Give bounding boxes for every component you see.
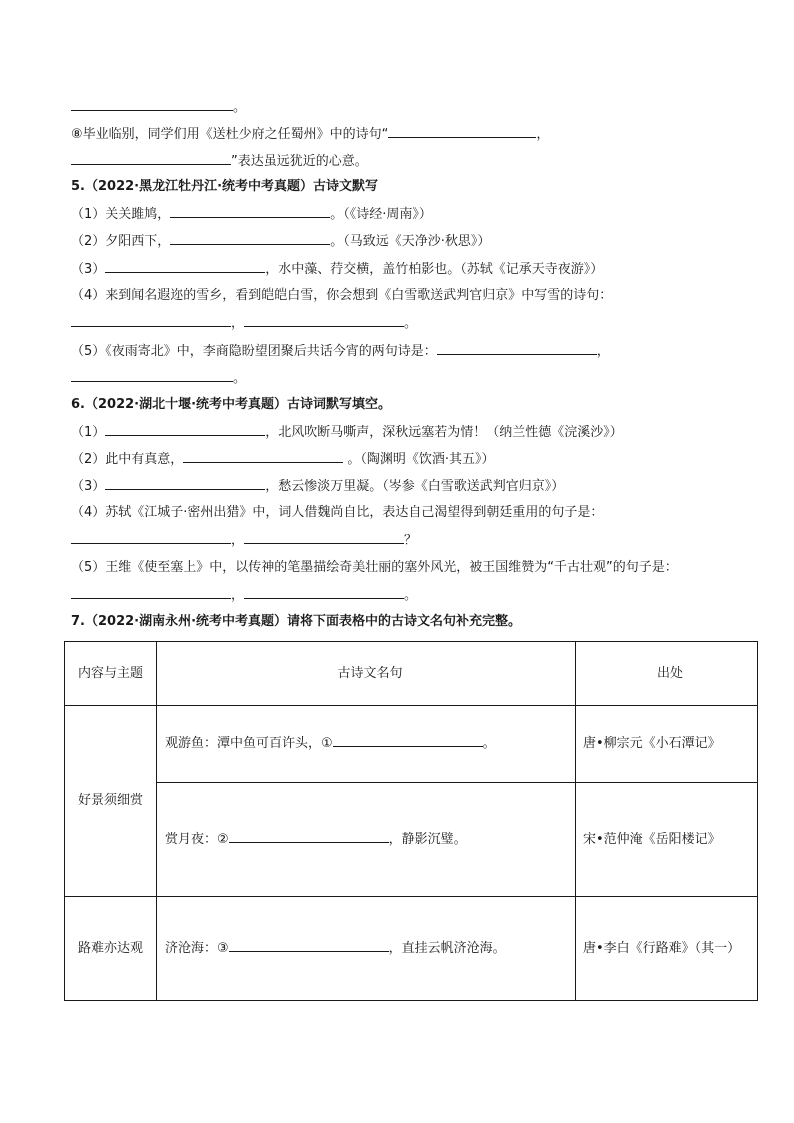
poem-cell: 赏月夜：② ，静影沉璧。 [157, 783, 576, 897]
q5-item-4: （4）来到闻名遐迩的雪乡，看到皑皑白雪，你会想到《白雪歌送武判官归京》中写雪的诗句： [71, 288, 613, 303]
table-row [65, 897, 758, 1001]
q5-item-1: （1）关关雎鸠， 。（《诗经·周南》） [71, 207, 432, 222]
source-cell: 唐•李白《行路难》（其一） [576, 897, 758, 1001]
table-header-row [65, 642, 758, 706]
answer-blank[interactable] [229, 939, 389, 952]
q5-item-3: （3） ，水中藻、荇交横，盖竹柏影也。（苏轼《记承天寺夜游》） [71, 262, 604, 277]
answer-blank[interactable] [244, 314, 404, 327]
q6-item-3: （3） ，愁云惨淡万里凝。（岑参《白雪歌送武判官归京》） [71, 479, 565, 494]
answer-blank[interactable] [437, 342, 597, 355]
question-7-title: 7.（2022·湖南永州·统考中考真题）请将下面表格中的古诗文名句补充完整。 [71, 614, 522, 629]
q6-item-5-blanks: ， 。 [71, 586, 417, 605]
q5-item-5: （5）《夜雨寄北》中，李商隐盼望团聚后共话今宵的两句诗是： ， [71, 344, 610, 359]
table-row [65, 783, 758, 897]
theme-cell: 好景须细赏 [65, 706, 157, 897]
answer-blank[interactable] [105, 260, 265, 273]
answer-blank[interactable] [71, 314, 231, 327]
answer-blank[interactable] [183, 450, 343, 463]
header-theme: 内容与主题 [65, 642, 157, 706]
theme-cell: 路难亦达观 [65, 897, 157, 1001]
poem-cell: 观游鱼：潭中鱼可百许头，① 。 [157, 706, 576, 783]
q6-item-5: （5）王维《使至塞上》中，以传神的笔墨描绘奇美壮丽的塞外风光，被王国维赞为“千古壮观”的句子是： [71, 560, 678, 575]
poetry-table [64, 641, 758, 1001]
answer-blank[interactable] [229, 830, 389, 843]
answer-blank[interactable] [71, 98, 233, 111]
answer-blank[interactable] [170, 205, 330, 218]
source-cell: 宋•范仲淹《岳阳楼记》 [576, 783, 758, 897]
q5-item-2: （2）夕阳西下， 。（马致远《天净沙·秋思》） [71, 234, 491, 249]
answer-blank[interactable] [333, 734, 483, 747]
q6-item-4-blanks: ， ？ [71, 531, 417, 550]
answer-blank[interactable] [105, 477, 265, 490]
table-row [65, 706, 758, 783]
question-5-title: 5.（2022·黑龙江牡丹江·统考中考真题）古诗文默写 [71, 179, 379, 194]
question-item-8: ⑧毕业临别，同学们用《送杜少府之任蜀州》中的诗句“ ， [71, 127, 550, 142]
answer-blank[interactable] [71, 152, 231, 165]
answer-blank[interactable] [244, 531, 404, 544]
q5-item-4-blanks: ， 。 [71, 314, 417, 333]
answer-blank[interactable] [388, 125, 536, 138]
answer-blank[interactable] [71, 369, 233, 382]
answer-line-7: 。 [71, 98, 246, 117]
answer-blank[interactable] [170, 232, 330, 245]
header-source: 出处 [576, 642, 758, 706]
question-item-8-cont: ”表达虽远犹近的心意。 [71, 152, 368, 171]
q6-item-2: （2）此中有真意， 。（陶渊明《饮酒·其五》） [71, 452, 495, 467]
answer-blank[interactable] [71, 531, 231, 544]
answer-blank[interactable] [71, 586, 231, 599]
answer-blank[interactable] [105, 423, 265, 436]
q6-item-4: （4）苏轼《江城子·密州出猎》中，词人借魏尚自比，表达自己渴望得到朝廷重用的句子是： [71, 505, 604, 520]
poem-cell: 济沧海：③ ，直挂云帆济沧海。 [157, 897, 576, 1001]
q5-item-5-cont: 。 [71, 369, 246, 388]
question-6-title: 6.（2022·湖北十堰·统考中考真题）古诗词默写填空。 [71, 397, 392, 412]
header-lines: 古诗文名句 [157, 642, 576, 706]
q6-item-1: （1） ，北风吹断马嘶声，深秋远塞若为情！（纳兰性德《浣溪沙》） [71, 425, 623, 440]
answer-blank[interactable] [244, 586, 404, 599]
source-cell: 唐•柳宗元《小石潭记》 [576, 706, 758, 783]
